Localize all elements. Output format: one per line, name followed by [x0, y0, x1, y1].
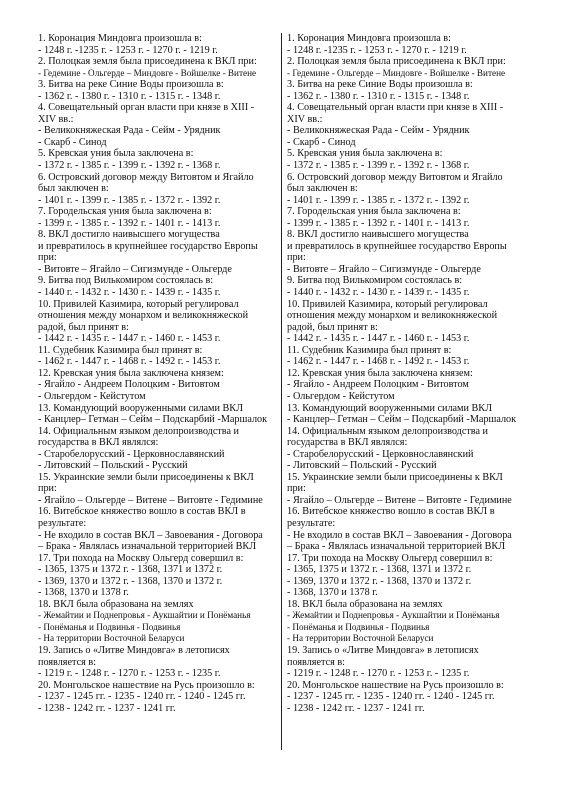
text-line: был заключен в:: [38, 183, 109, 195]
text-line: - 1399 г. - 1385 г. - 1392 г. - 1401 г. - 1413 г.: [287, 217, 470, 229]
text-line: - 1462 г. - 1447 г. - 1468 г. - 1492 г. - 1453 г.: [287, 356, 470, 368]
text-line: государства в ВКЛ являлся:: [38, 437, 159, 449]
text-line: 8. ВКЛ достигло наивысшего могущества: [38, 229, 220, 241]
text-line: - 1462 г. - 1447 г. - 1468 г. - 1492 г. - 1453 г.: [38, 356, 221, 368]
text-line: при:: [287, 483, 306, 495]
text-line: появляется в:: [287, 656, 345, 668]
text-line: - Скарб - Синод: [38, 136, 107, 148]
text-line: 16. Витебское княжество вошло в состав ВКЛ в: [287, 506, 495, 518]
text-line: был заключен в:: [287, 183, 358, 195]
text-line: 15. Украинские земли были присоединены к ВКЛ: [38, 471, 254, 483]
text-line: XIV вв.:: [287, 113, 323, 125]
text-line: результате:: [38, 517, 87, 529]
text-line: - 1442 г. - 1435 г. - 1447 г. - 1460 г. - 1453 г.: [287, 333, 470, 345]
text-line: - На территории Восточной Беларуси: [287, 633, 434, 644]
text-line: - 1368, 1370 и 1378 г.: [38, 587, 129, 599]
text-line: - Гедемине - Ольгерде – Миндовге - Войшелке - Витене: [287, 67, 506, 78]
right-column: [287, 33, 537, 714]
text-line: радой, был принят в:: [38, 321, 129, 333]
text-line: - Литовский – Польский - Русский: [38, 460, 188, 472]
text-line: - 1369, 1370 и 1372 г. - 1368, 1370 и 1372 г.: [287, 575, 472, 587]
text-line: 13. Командующий вооруженными силами ВКЛ: [287, 402, 492, 414]
text-line: - Ягайло – Ольгерде – Витене – Витовте - Гедимине: [287, 494, 512, 506]
text-line: 4. Совещательный орган власти при князе в XIII -: [38, 102, 255, 114]
text-line: 9. Битва под Вилькомиром состоялась в:: [38, 275, 214, 287]
text-line: 4. Совещательный орган власти при князе в XIII -: [287, 102, 504, 114]
text-line: 10. Привилей Казимира, который регулировал: [38, 298, 239, 310]
text-line: 16. Витебское княжество вошло в состав ВКЛ в: [38, 506, 246, 518]
text-line: при:: [38, 252, 57, 264]
text-line: 1. Коронация Миндовга произошла в:: [38, 33, 202, 44]
text-line: 20. Монгольское нашествие на Русь произошло в:: [287, 679, 504, 691]
text-line: - 1442 г. - 1435 г. - 1447 г. - 1460 г. - 1453 г.: [38, 333, 221, 345]
text-line: 18. ВКЛ была образована на землях: [38, 598, 194, 610]
text-line: - 1365, 1375 и 1372 г. - 1368, 1371 и 1372 г.: [287, 564, 472, 576]
text-line: - 1368, 1370 и 1378 г.: [287, 587, 378, 599]
text-line: государства в ВКЛ являлся:: [287, 437, 408, 449]
text-line: - Жемайтии и Поднепровья - Аукшайтии и Понёманья: [287, 610, 500, 621]
text-line: - Великокняжеская Рада - Сейм - Урядник: [287, 125, 470, 137]
text-line: 19. Запись о «Литве Миндовга» в летописях: [287, 644, 479, 656]
text-line: - Не входило в состав ВКЛ – Завоевания - Договора: [287, 529, 512, 541]
text-line: 3. Битва на реке Синие Воды произошла в:: [287, 79, 473, 91]
text-line: 2. Полоцкая земля была присоединена к ВКЛ при:: [287, 56, 506, 68]
text-line: - Витовте – Ягайло – Сигизмунде - Ольгерде: [287, 263, 481, 275]
text-line: 6. Островский договор между Витовтом и Ягайло: [287, 171, 503, 183]
text-line: отношения между монархом и великокняжеской: [287, 310, 498, 322]
text-line: - 1248 г. -1235 г. - 1253 г. - 1270 г. - 1219 г.: [287, 44, 467, 56]
text-line: и превратилось в крупнейшее государство Европы: [38, 240, 258, 252]
text-line: - 1219 г. - 1248 г. - 1270 г. - 1253 г. - 1235 г.: [287, 668, 470, 680]
text-line: - 1369, 1370 и 1372 г. - 1368, 1370 и 1372 г.: [38, 575, 223, 587]
text-line: 7. Городельская уния была заключена в:: [38, 206, 212, 218]
text-line: - 1362 г. - 1380 г. - 1310 г. - 1315 г. - 1348 г.: [287, 90, 470, 102]
text-line: - Ольгердом - Кейстутом: [287, 390, 395, 402]
text-line: - 1238 - 1242 гг. - 1237 - 1241 гг.: [38, 702, 176, 714]
text-line: - 1365, 1375 и 1372 г. - 1368, 1371 и 1372 г.: [38, 564, 223, 576]
text-line: - Ольгердом - Кейстутом: [38, 390, 146, 402]
text-line: - 1238 - 1242 гг. - 1237 - 1241 гг.: [287, 702, 425, 714]
text-line: 8. ВКЛ достигло наивысшего могущества: [287, 229, 469, 241]
text-line: - 1401 г. - 1399 г. - 1385 г. - 1372 г. - 1392 г.: [287, 194, 470, 206]
text-line: 10. Привилей Казимира, который регулировал: [287, 298, 488, 310]
text-line: - 1399 г. - 1385 г. - 1392 г. - 1401 г. - 1413 г.: [38, 217, 221, 229]
text-line: - 1440 г. - 1432 г. - 1430 г. - 1439 г. - 1435 г.: [287, 287, 470, 299]
text-line: отношения между монархом и великокняжеской: [38, 310, 249, 322]
text-line: - 1362 г. - 1380 г. - 1310 г. - 1315 г. - 1348 г.: [38, 90, 221, 102]
text-line: - 1372 г. - 1385 г. - 1399 г. - 1392 г. - 1368 г.: [38, 160, 221, 172]
text-line: 12. Кревская уния была заключена князем:: [287, 367, 473, 379]
text-line: 15. Украинские земли были присоединены к ВКЛ: [287, 471, 503, 483]
text-line: - 1372 г. - 1385 г. - 1399 г. - 1392 г. - 1368 г.: [287, 160, 470, 172]
text-line: и превратилось в крупнейшее государство Европы: [287, 240, 507, 252]
text-line: 18. ВКЛ была образована на землях: [287, 598, 443, 610]
text-line: - Старобелорусский - Церковнославянский: [38, 448, 225, 460]
text-line: появляется в:: [38, 656, 96, 668]
text-line: - 1237 - 1245 гг. - 1235 - 1240 гг. - 1240 - 1245 гг.: [38, 691, 246, 703]
text-line: – Брака - Являлась изначальной территорией ВКЛ: [38, 541, 257, 553]
text-line: – Брака - Являлась изначальной территорией ВКЛ: [287, 541, 506, 553]
text-line: - Понёманья и Подвинья - Подвинья: [287, 621, 430, 632]
text-line: - 1237 - 1245 гг. - 1235 - 1240 гг. - 1240 - 1245 гг.: [287, 691, 495, 703]
text-line: 20. Монгольское нашествие на Русь произошло в:: [38, 679, 255, 691]
text-line: - Витовте – Ягайло – Сигизмунде - Ольгерде: [38, 263, 232, 275]
text-line: 7. Городельская уния была заключена в:: [287, 206, 461, 218]
text-line: 19. Запись о «Литве Миндовга» в летописях: [38, 644, 230, 656]
text-line: радой, был принят в:: [287, 321, 378, 333]
text-line: - Скарб - Синод: [287, 136, 356, 148]
text-line: - Гедемине - Ольгерде – Миндовге - Войшелке - Витене: [38, 67, 257, 78]
text-line: - Канцлер– Гетман – Сейм – Подскарбий -Маршалок: [287, 414, 517, 426]
text-line: 17. Три похода на Москву Ольгерд совершил в:: [287, 552, 493, 564]
text-line: результате:: [287, 517, 336, 529]
column-divider: [281, 33, 282, 750]
text-line: - Жемайтии и Поднепровья - Аукшайтии и Понёманья: [38, 610, 251, 621]
text-line: XIV вв.:: [38, 113, 74, 125]
text-line: 3. Битва на реке Синие Воды произошла в:: [38, 79, 224, 91]
text-line: - Ягайло - Андреем Полоцким - Витовтом: [287, 379, 469, 391]
text-line: 9. Битва под Вилькомиром состоялась в:: [287, 275, 463, 287]
text-line: 2. Полоцкая земля была присоединена к ВКЛ при:: [38, 56, 257, 68]
text-line: 11. Судебник Казимира был принят в:: [38, 344, 203, 356]
text-line: 5. Кревская уния была заключена в:: [38, 148, 194, 160]
text-line: - Великокняжеская Рада - Сейм - Урядник: [38, 125, 221, 137]
text-line: 11. Судебник Казимира был принят в:: [287, 344, 452, 356]
text-line: - Не входило в состав ВКЛ – Завоевания - Договора: [38, 529, 263, 541]
text-line: 5. Кревская уния была заключена в:: [287, 148, 443, 160]
text-line: 1. Коронация Миндовга произошла в:: [287, 33, 451, 44]
text-line: - 1219 г. - 1248 г. - 1270 г. - 1253 г. - 1235 г.: [38, 668, 221, 680]
text-line: 14. Официальным языком делопроизводства и: [38, 425, 239, 437]
text-line: при:: [287, 252, 306, 264]
text-line: 13. Командующий вооруженными силами ВКЛ: [38, 402, 243, 414]
text-line: - 1440 г. - 1432 г. - 1430 г. - 1439 г. - 1435 г.: [38, 287, 221, 299]
text-line: - 1248 г. -1235 г. - 1253 г. - 1270 г. - 1219 г.: [38, 44, 218, 56]
left-column: [38, 33, 288, 714]
text-line: при:: [38, 483, 57, 495]
text-line: - Старобелорусский - Церковнославянский: [287, 448, 474, 460]
text-line: - На территории Восточной Беларуси: [38, 633, 185, 644]
text-line: - Канцлер– Гетман – Сейм – Подскарбий -Маршалок: [38, 414, 268, 426]
text-line: 6. Островский договор между Витовтом и Ягайло: [38, 171, 254, 183]
text-line: - Ягайло - Андреем Полоцким - Витовтом: [38, 379, 220, 391]
text-line: - Понёманья и Подвинья - Подвинья: [38, 621, 181, 632]
text-line: 17. Три похода на Москву Ольгерд совершил в:: [38, 552, 244, 564]
text-line: - Ягайло – Ольгерде – Витене – Витовте - Гедимине: [38, 494, 263, 506]
text-line: - 1401 г. - 1399 г. - 1385 г. - 1372 г. - 1392 г.: [38, 194, 221, 206]
text-line: 12. Кревская уния была заключена князем:: [38, 367, 224, 379]
text-line: - Литовский – Польский - Русский: [287, 460, 437, 472]
text-line: 14. Официальным языком делопроизводства и: [287, 425, 488, 437]
